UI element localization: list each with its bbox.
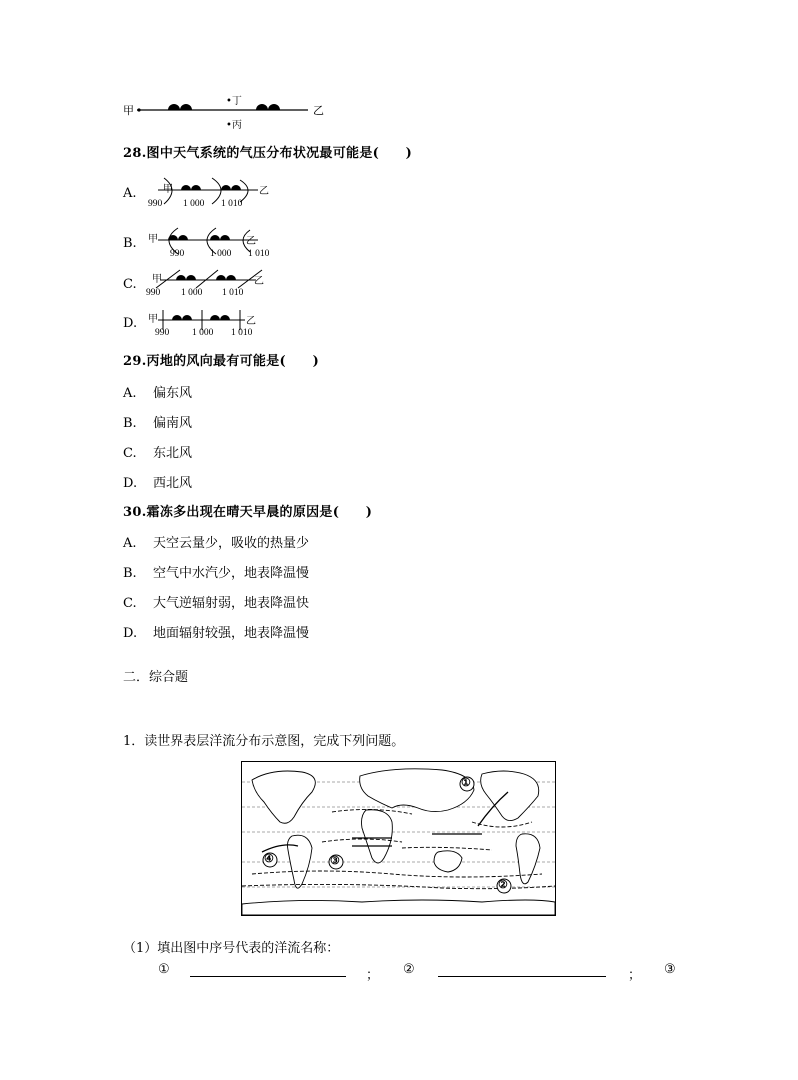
q30-option-d[interactable]	[123, 622, 309, 641]
q28-c-right-label: 乙	[254, 276, 264, 287]
label-ding: •丁	[226, 96, 242, 107]
blank-1-sep: ；	[366, 968, 380, 983]
map-marker-1: ①	[461, 776, 471, 789]
q28-b-isobar-1: 990	[170, 249, 185, 259]
q28-a-right-label: 乙	[259, 186, 269, 197]
q29-a-text: 偏东风	[153, 386, 193, 401]
q28-d-isobar-2: 1 000	[192, 328, 214, 338]
q30-option-b[interactable]	[123, 562, 309, 581]
q29-option-b[interactable]	[123, 412, 192, 431]
q28-option-b-letter: B.	[123, 236, 137, 251]
q29-a-letter: A.	[123, 386, 137, 401]
q29-b-text: 偏南风	[153, 416, 193, 431]
q28-option-d-letter: D.	[123, 316, 138, 331]
q28-d-isobar-1: 990	[155, 328, 170, 338]
q29-d-letter: D.	[123, 476, 138, 491]
map-marker-4: ④	[264, 852, 274, 865]
label-jia: 甲	[123, 104, 134, 117]
world-ocean-current-map	[241, 761, 556, 916]
q30-b-letter: B.	[123, 566, 137, 581]
q30-b-text: 空气中水汽少，地表降温慢	[153, 566, 310, 581]
q30-c-letter: C.	[123, 596, 137, 611]
comp1-sub1: （1）填出图中序号代表的洋流名称：	[123, 941, 340, 956]
q30-d-letter: D.	[123, 626, 138, 641]
blank-3-num: ③	[664, 962, 676, 977]
q28-c-isobar-1: 990	[146, 288, 161, 298]
q28-d-diagram	[0, 0, 798, 340]
q28-option-c-letter: C.	[123, 277, 137, 292]
q30-d-text: 地面辐射较强，地表降温慢	[153, 626, 310, 641]
section-title: 二．综合题	[123, 670, 189, 685]
q28-a-isobar-1: 990	[148, 199, 163, 209]
q30-c-text: 大气逆辐射弱，地表降温快	[153, 596, 310, 611]
q28-d-isobar-3: 1 010	[231, 328, 253, 338]
q29-c-text: 东北风	[153, 446, 193, 461]
q29-option-a[interactable]	[123, 382, 192, 401]
map-svg	[242, 762, 555, 915]
map-marker-2: ②	[498, 878, 508, 891]
map-marker-3: ③	[330, 854, 340, 867]
q29-d-text: 西北风	[153, 476, 193, 491]
q28-stem: 28.图中天气系统的气压分布状况最可能是( )	[123, 146, 413, 161]
q28-b-left-label: 甲	[148, 234, 158, 245]
q28-a-isobar-3: 1 010	[221, 199, 243, 209]
q28-c-left-label: 甲	[152, 274, 162, 285]
q30-option-c[interactable]	[123, 592, 309, 611]
label-yi: 乙	[313, 104, 324, 117]
q29-c-letter: C.	[123, 446, 137, 461]
q28-c-isobar-3: 1 010	[222, 288, 244, 298]
comp1-stem: 1．读世界表层洋流分布示意图，完成下列问题。	[123, 734, 405, 749]
q28-b-right-label: 乙	[246, 236, 256, 247]
q28-d-left-label: 甲	[148, 314, 158, 325]
q28-c-isobar-2: 1 000	[181, 288, 203, 298]
q29-b-letter: B.	[123, 416, 137, 431]
blank-2-num: ②	[403, 962, 415, 977]
q28-b-isobar-3: 1 010	[248, 249, 270, 259]
q28-option-a-letter: A.	[123, 186, 137, 201]
q30-stem: 30.霜冻多出现在晴天早晨的原因是( )	[123, 505, 373, 520]
answer-blank-1[interactable]	[190, 962, 346, 977]
q28-b-isobar-2: 1 000	[210, 249, 232, 259]
q29-option-d[interactable]	[123, 472, 192, 491]
q30-a-text: 天空云量少，吸收的热量少	[153, 536, 310, 551]
answer-blank-2[interactable]	[438, 962, 606, 977]
blank-2-sep: ；	[628, 968, 642, 983]
q29-option-c[interactable]	[123, 442, 192, 461]
q30-a-letter: A.	[123, 536, 137, 551]
q30-option-a[interactable]	[123, 532, 309, 551]
q28-a-isobar-2: 1 000	[183, 199, 205, 209]
q28-a-left-label: 甲	[163, 184, 173, 195]
q28-d-right-label: 乙	[246, 316, 256, 327]
label-bing: •丙	[226, 120, 242, 131]
blank-1-num: ①	[158, 962, 170, 977]
q29-stem: 29.丙地的风向最有可能是( )	[123, 354, 320, 369]
